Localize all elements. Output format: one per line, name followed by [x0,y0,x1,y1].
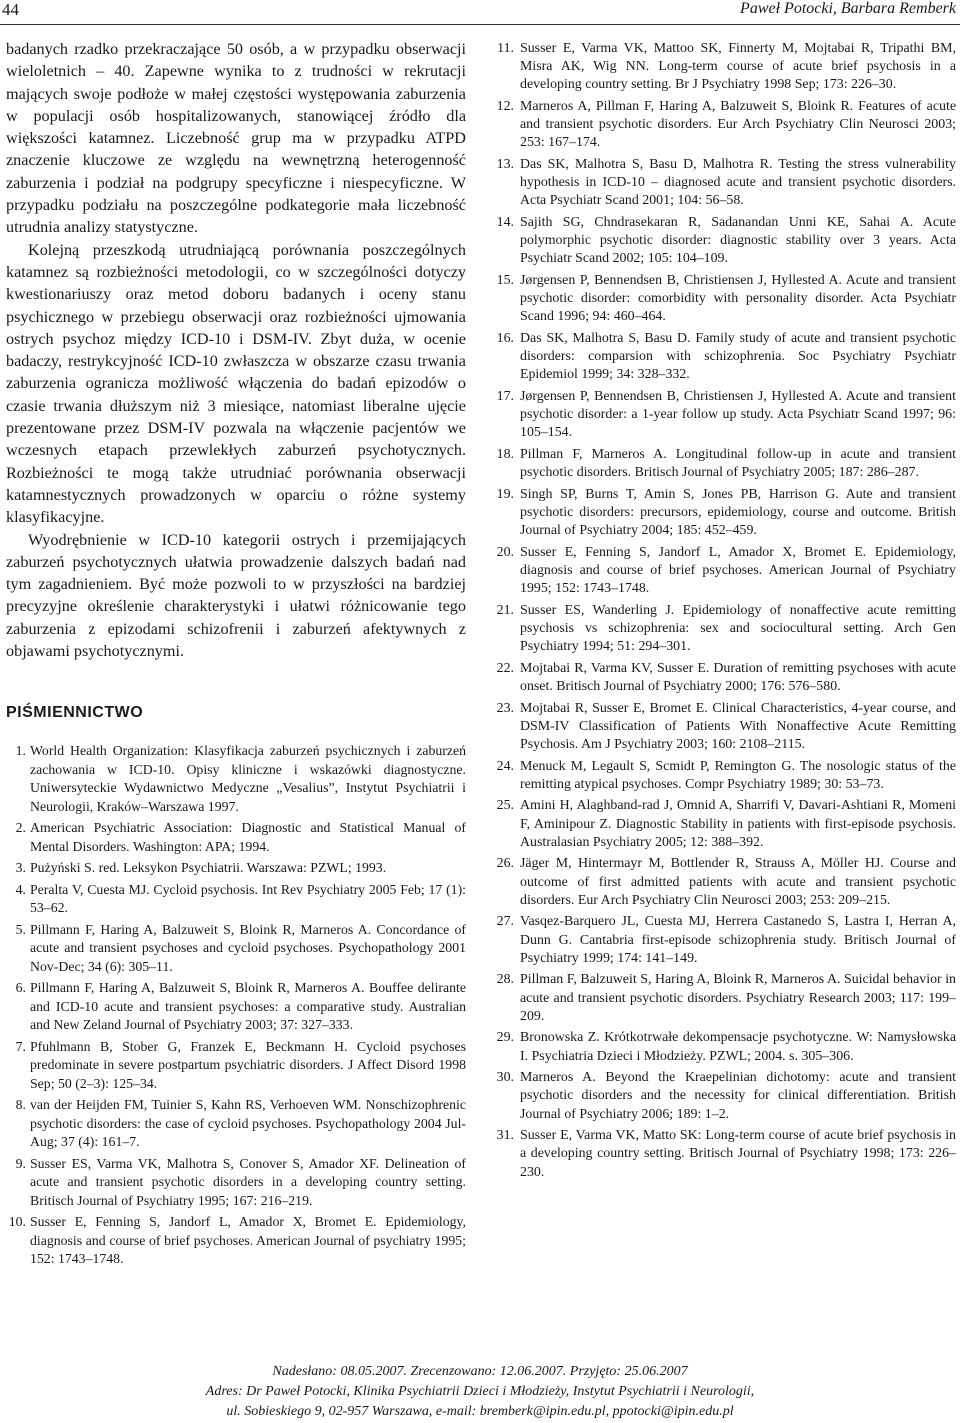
reference-text: Marneros A. Beyond the Kraepelinian dichotomy: acute and transient psychotic disorders and the necessity for clinical differentiation. British Journal of Psychiatry 2006; 189: 1–2. [520,1070,956,1122]
reference-item [490,602,956,657]
submission-dates: Nadesłano: 08.05.2007. Zrecenzowano: 12.06.2007. Przyjęto: 25.06.2007 [272,1364,688,1379]
reference-item [490,660,956,696]
reference-number: 15. [496,273,514,288]
reference-text: Amini H, Alaghband-rad J, Omnid A, Sharrifi V, Davari-Ashtiani R, Momeni F, Aminipour Z. Diagnostic Stability in patients with first-episode psychosis. Australasian Psychiatry 2005; 12: 388–392. [520,798,956,850]
correspondence-contact: ul. Sobieskiego 9, 02-957 Warszawa, e-mail: bremberk@ipin.edu.pl, ppotocki@ipin.edu.pl [226,1404,734,1419]
reference-item [6,819,466,856]
body-paragraph: Kolejną przeszkodą utrudniającą porównania poszczególnych katamnez są rozbieżności metodologii, co w szczególności dotyczy kwestionariuszy oraz metod doboru badanych i oceny stanu psychicznego w przebiegu obserwacji oraz rozbieżności ujmowania ostrych psychoz między ICD-10 i DSM-IV. Zbyt duża, w ocenie badaczy, restrykcyjność ICD-10 zwłaszcza w obszarze czasu trwania zaburzenia ogranicza możliwość włączenia do badań epizodów o czasie trwania dłuższym niż 3 miesiące, natomiast liberalne ujęcie prezentowane przez DSM-IV pozwala na włączenie pacjentów we wczesnych etapach przewlekłych zaburzeń psychotycznych. Rozbieżności te mogą także utrudniać porównania obserwacji katamnestycznych prowadzonych w oparciu o różne systemy klasyfikacyjne. [6,240,466,527]
reference-number: 23. [496,700,514,716]
reference-item [490,544,956,599]
body-paragraph: Wyodrębnienie w ICD-10 kategorii ostrych i przemijających zaburzeń psychotycznych ułatwia prowadzenie dalszych badań nad tym zagadnieniem. Być może pozwoli to w przyszłości na bardziej precyzyjne określenie charakterystyki i ułatwi różnicowanie tego zaburzenia z epizodami schizofrenii i zaburzeń afektywnych z objawami psychotycznymi. [6,530,466,661]
running-authors: Paweł Potocki, Barbara Remberk [740,0,956,17]
article-footer [0,1362,960,1422]
reference-item [6,859,466,878]
reference-text: Susser E, Varma VK, Mattoo SK, Finnerty M, Mojtabai R, Tripathi BM, Misra AK, Wig NN. Long-term course of acute brief psychosis in a developing country setting. Br J Psychiatry 1998 Sep; 173: 226–30. [520,41,956,93]
reference-number: 27. [496,914,514,930]
reference-number: 2. [15,820,26,836]
reference-text: Pużyński S. red. Leksykon Psychiatrii. Warszawa: PZWL; 1993. [30,860,387,876]
reference-item [490,797,956,852]
reference-number: 11. [497,41,514,56]
reference-item [6,921,466,977]
reference-item [490,98,956,153]
reference-number: 19. [496,486,514,502]
reference-number: 20. [496,544,514,560]
reference-number: 14. [496,215,514,230]
reference-text: Susser E, Varma VK, Matto SK: Long-term course of acute brief psychosis in a developing country setting. Britisch Journal of Psychiatry 1998; 173: 226–230. [520,1128,956,1180]
reference-item [490,758,956,794]
reference-item [490,330,956,385]
reference-number: 8. [15,1097,26,1113]
reference-text: Peralta V, Cuesta MJ. Cycloid psychosis. Int Rev Psychiatry 2005 Feb; 17 (1): 53–62. [30,881,466,916]
reference-number: 3. [15,860,26,876]
reference-item [490,388,956,443]
reference-item [6,1155,466,1211]
page-number: 44 [2,0,19,19]
reference-text: Pillmann F, Haring A, Balzuweit S, Bloink R, Marneros A. Bouffee delirante and ICD-10 acute and transient psychoses: a comparative study. Australian and New Zeland Journal of Psychiatry 2003; 37: 327–333. [30,980,466,1033]
reference-text: Vasqez-Barquero JL, Cuesta MJ, Herrera Castanedo S, Lastra I, Herran A, Dunn G. Cantabria first-episode schizophrenia study. Britisch Journal of Psychiatry 1999; 174: 141–149. [520,914,956,966]
reference-item [490,913,956,968]
reference-item [6,881,466,918]
reference-number: 9. [15,1155,26,1171]
left-column [6,38,466,1272]
reference-text: American Psychiatric Association: Diagnostic and Statistical Manual of Mental Disorders. Washington: APA; 1994. [30,820,466,854]
reference-item [490,855,956,910]
reference-list-right [490,40,956,1182]
reference-item [490,1069,956,1124]
reference-number: 26. [496,856,514,872]
reference-text: Pillman F, Balzuweit S, Haring A, Bloink R, Marneros A. Suicidal behavior in acute and transient psychotic disorders. Psychiatry Research 2003; 117: 199–209. [520,972,956,1024]
reference-number: 21. [496,602,514,618]
reference-text: Singh SP, Burns T, Amin S, Jones PB, Harrison G. Aute and transient psychotic disorders: precursors, epidemiology, course and outcome. British Journal of Psychiatry 2004; 185: 452–459. [520,486,956,539]
body-paragraph: badanych rzadko przekraczające 50 osób, a w przypadku obserwacji wieloletnich – 40. Zapewne wynika to z trudności w rekrutacji mających swoje podłoże w małej częstości występowania zaburzenia w populacji osób hospitalizowanych, stanowiącej źródło dla większości katamnez. Liczebność grup ma w przypadku ATPD znaczenie kluczowe ze względu na wewnętrzną heterogenność zaburzenia i podział na podgrupy specyficzne i niespecyficzne. W przypadku podziału na poszczególne podkategorie mała liczebność utrudnia analizy statystyczne. [6,40,466,237]
reference-text: van der Heijden FM, Tuinier S, Kahn RS, Verhoeven WM. Nonschizophrenic psychotic disorders: the case of cycloid psychoses. Psychopathology 2004 Jul-Aug; 37 (4): 161–7. [30,1097,466,1150]
reference-text: Pillman F, Marneros A. Longitudinal follow-up in acute and transient psychotic disorders. Britisch Journal of Psychiatry 2005; 187: 286–287. [520,447,956,481]
reference-number: 16. [496,331,514,346]
reference-text: Jørgensen P, Bennendsen B, Christiensen J, Hyllested A. Acute and transient psychotic disorder: a 1-year follow up study. Acta Psychiatr Scand 1997; 96: 105–154. [520,389,956,441]
reference-number: 10. [8,1214,26,1230]
reference-item [6,1213,466,1269]
reference-item [490,272,956,327]
reference-text: Das SK, Malhotra S, Basu D. Family study of acute and transient psychotic disorders: comparsion with schizophrenia. Soc Psychiatry Psychiatr Epidemiol 1999; 34: 328–332. [520,331,956,383]
reference-number: 24. [496,758,514,774]
reference-text: Sajith SG, Chndrasekaran R, Sadanandan Unni KE, Sahai A. Acute polymorphic psychotic disorder: diagnostic stability over 3 years. Acta Psychiatr Scand 2002; 105: 104–109. [520,215,956,267]
reference-number: 1. [15,743,26,759]
reference-text: Mojtabai R, Susser E, Bromet E. Clinical Characteristics, 4-year course, and DSM-IV Classification of Patients With Nonaffective Acute Remitting Psychosis. Am J Psychiatry 2003; 160: 2108–2115. [520,700,956,752]
reference-item [490,971,956,1026]
reference-item [490,486,956,541]
reference-number: 13. [496,157,514,172]
right-column [490,40,956,1185]
reference-item [490,214,956,269]
reference-text: Menuck M, Legault S, Scmidt P, Remington G. The nosologic status of the remitting atypical psychoses. Compr Psychiatry 1989; 30: 53–73. [520,758,956,792]
reference-text: Jørgensen P, Bennendsen B, Christiensen J, Hyllested A. Acute and transient psychotic disorder: comorbidity with personality disorder. Acta Psychiatr Scand 1996; 94: 460–464. [520,273,956,325]
reference-text: Pillmann F, Haring A, Balzuweit S, Bloink R, Marneros A. Concordance of acute and transient psychoses and cycloid psychoses. Psychopathology 2001 Nov-Dec; 34 (6): 305–11. [30,921,466,974]
reference-item [490,1127,956,1182]
reference-text: Mojtabai R, Varma KV, Susser E. Duration of remitting psychoses with acute onset. Britisch Journal of Psychiatry 2000; 176: 576–580. [520,660,956,694]
reference-text: Susser ES, Varma VK, Malhotra S, Conover S, Amador XF. Delineation of acute and transient psychotic disorders in a developing country setting. Britisch Journal of Psychiatry 1995; 167: 216–219. [30,1155,466,1208]
reference-number: 6. [15,980,26,996]
reference-item [6,979,466,1035]
reference-number: 31. [496,1128,514,1144]
reference-number: 30. [496,1070,514,1086]
reference-number: 5. [15,921,26,937]
reference-item [490,40,956,95]
reference-number: 18. [496,447,514,462]
reference-item [490,700,956,755]
reference-item [490,446,956,482]
reference-number: 17. [496,389,514,404]
reference-text: Susser E, Fenning S, Jandorf L, Amador X, Bromet E. Epidemiology, diagnosis and course of brief psychoses. American Journal of Psychiatry 1995; 152: 1743–1748. [520,544,956,597]
reference-number: 12. [496,99,514,114]
reference-number: 28. [496,972,514,988]
reference-item [6,742,466,816]
reference-item [6,1038,466,1094]
reference-number: 29. [496,1030,514,1046]
reference-text: Das SK, Malhotra S, Basu D, Malhotra R. Testing the stress vulnerability hypothesis in ICD-10 – diagnosed acute and transient psychotic disorders. Acta Psychiatr Scand 2001; 104: 56–58. [520,157,956,209]
reference-text: Bronowska Z. Krótkotrwałe dekompensacje psychotyczne. W: Namysłowska I. Psychiatria Dzieci i Młodzieży. PZWL; 2004. s. 305–306. [520,1030,956,1064]
correspondence-address: Adres: Dr Paweł Potocki, Klinika Psychiatrii Dzieci i Młodzieży, Instytut Psychiatrii i Neurologii, [205,1384,755,1399]
reference-number: 7. [15,1038,26,1054]
reference-list-left [6,742,466,1269]
reference-text: Marneros A, Pillman F, Haring A, Balzuweit S, Bloink R. Features of acute and transient psychotic disorders. Eur Arch Psychiatry Clin Neurosci 2003; 253: 167–174. [520,99,956,151]
reference-item [490,156,956,211]
reference-text: Susser E, Fenning S, Jandorf L, Amador X, Bromet E. Epidemiology, diagnosis and course of brief psychoses. American Journal of psychiatry 1995; 152: 1743–1748. [30,1214,466,1267]
reference-text: Susser ES, Wanderling J. Epidemiology of nonaffective acute remitting psychosis vs schizophrenia: sex and sociocultural setting. Arch Gen Psychiatry 1994; 51: 294–301. [520,602,956,655]
reference-item [490,1029,956,1065]
reference-number: 25. [496,798,514,814]
reference-text: World Health Organization: Klasyfikacja zaburzeń psychicznych i zaburzeń zachowania w ICD-10. Opisy kliniczne i wskazówki diagnostyczne. Uniwersyteckie Wydawnictwo Medyczne „Vesalius”, Instytut Psychiatrii i Neurologii, Kraków–Warszawa 1997. [30,743,466,814]
running-header [0,0,960,24]
header-rule [0,24,960,25]
reference-text: Jäger M, Hintermayr M, Bottlender R, Strauss A, Möller HJ. Course and outcome of first admitted patients with acute and transient psychotic disorders. Eur Arch Psychiatry Clin Neurosci 2003; 253: 209–215. [520,856,956,908]
reference-number: 22. [496,660,514,676]
reference-item [6,1096,466,1152]
reference-text: Pfuhlmann B, Stober G, Franzek E, Beckmann H. Cycloid psychoses predominate in severe postpartum psychiatric disorders. J Affect Disord 1998 Sep; 50 (2–3): 125–34. [30,1038,466,1091]
reference-number: 4. [15,881,26,897]
references-heading: PIŚMIENNICTWO [6,704,144,722]
